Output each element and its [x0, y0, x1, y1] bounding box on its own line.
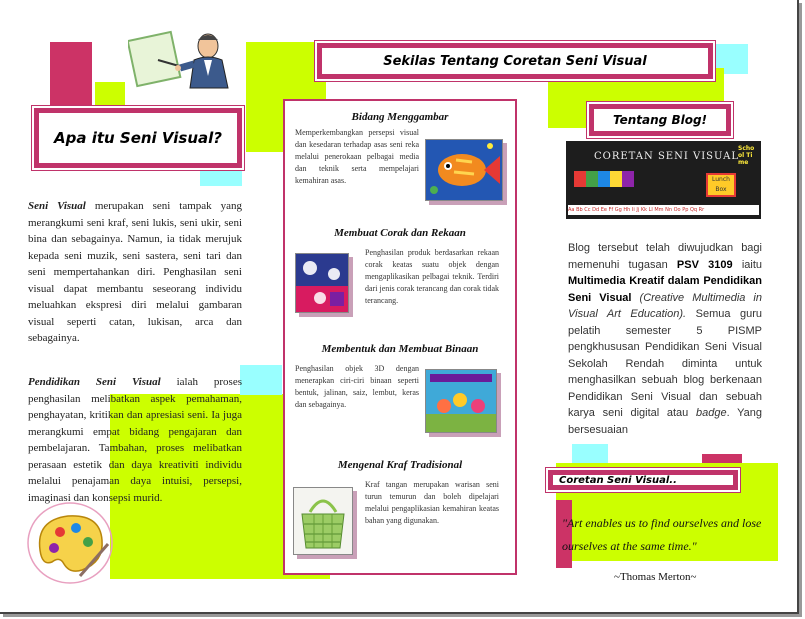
badge-word: badge: [695, 407, 727, 419]
activities-panel: [283, 99, 517, 575]
teacher-clipart: [128, 30, 243, 90]
pattern-fabric-image: [295, 253, 349, 313]
banner-lunch-box: Lunch Box: [706, 173, 736, 197]
left-p2-text: ialah proses penghasilan melibatkan aspek pemahaman, penghayatan, kritikan dan apresiasi seni. Ia juga merangkumi empat bidang pengajaran dan pembelajaran. Tambahan, proses melibatkan perasaan estetik dan daya kreativiti individu melalui penajaman daya intuisi, persepsi, imaginasi dan konsepsi murid.: [28, 376, 243, 504]
deco-cyan-block: [240, 365, 282, 395]
header-title-box: [317, 43, 713, 79]
banner-title: CORETAN SENI VISUAL: [594, 151, 739, 162]
right-title-box: [589, 104, 731, 136]
3d-diorama-image: [425, 369, 497, 433]
blog-text-b: iaitu: [741, 258, 762, 271]
blog-text-a: Blog tersebut telah diwujudkan bagi memenuhi tugasan: [568, 242, 762, 271]
woven-basket-image: [293, 487, 353, 555]
blog-description: [568, 240, 762, 438]
course-name-english: (Creative Multimedia in Visual Art Education).: [568, 291, 762, 320]
left-heading: Apa itu Seni Visual?: [54, 129, 222, 147]
section-heading: Bidang Menggambar: [351, 111, 449, 123]
blog-text-c: Semua guru pelatih semester 5 PISMP pengkhususan Pendidikan Seni Visual Sekolah Rendah diminta untuk menghasilkan sebuah blog berkenaan Pendidikan Seni Visual dan sebuah karya seni digital atau: [568, 308, 762, 419]
quote-heading: Coretan Seni Visual..: [559, 474, 677, 486]
term-seni-visual: Seni Visual: [28, 200, 86, 212]
quote-text: "Art enables us to find ourselves and lose ourselves at the same time.": [562, 516, 762, 553]
course-name: Multimedia Kreatif dalam Pendidikan Seni Visual: [568, 275, 762, 304]
term-pendidikan-seni-visual: Pendidikan Seni Visual: [28, 376, 161, 388]
blog-text-d: . Yang bersesuaian: [568, 407, 762, 436]
left-paragraph-2: [28, 374, 242, 506]
left-paragraph-1: [28, 198, 242, 347]
section-heading: Membentuk dan Membuat Binaan: [321, 343, 479, 355]
fish-mosaic-image: [425, 139, 503, 201]
section-text: Memperkembangkan persepsi visual dan kesedaran terhadap asas seni reka melalui penerokaan pelbagai media dan teknik serta mempelajari kemahiran asas.: [295, 128, 419, 185]
section-text: Penghasilan produk berdasarkan rekaan corak keatas suatu objek dengan mengaplikasikan pelbagai teknik. Terdiri dari jenis corak terancang dan corak tidak terancang.: [365, 248, 499, 305]
right-heading: Tentang Blog!: [612, 113, 708, 127]
banner-alphabet: Aa Bb Cc Dd Ee Ff Gg Hh Ii Jj Kk Ll Mm Nn Oo Pp Qq Rr: [568, 205, 759, 215]
left-title-box: [34, 108, 242, 168]
quote-title-box: [548, 470, 738, 490]
page-title: Sekilas Tentang Coretan Seni Visual: [383, 53, 647, 69]
section-heading: Mengenal Kraf Tradisional: [337, 459, 463, 471]
section-text: Penghasilan objek 3D dengan menerapkan ciri-ciri binaan seperti bentuk, jalinan, saiz, lembut, keras dan sebagainya.: [295, 364, 419, 409]
banner-school-label: School Time: [738, 145, 755, 166]
left-p1-text: merupakan seni tampak yang merangkumi seni kraf, seni lukis, seni ukir, seni bina dan sebagainya. Namun, ia tidak merujuk kepada seni muzik, seni sastera, seni tari dan seni mempertahankan diri. Penghasilan seni visual dapat membantu seseorang individu meluahkan ekspresi diri melalui gambaran visual seperti catan, lukisan, arca dan sebagainya.: [28, 200, 242, 344]
section-heading: Membuat Corak dan Rekaan: [334, 227, 466, 239]
palette-clipart: [24, 500, 116, 586]
section-text: Kraf tangan merupakan warisan seni turun temurun dan boleh dipelajari melalui pengaplikasian kemahiran keatas bahan yang digunakan.: [365, 480, 499, 525]
blog-banner[interactable]: [566, 141, 761, 219]
course-code: PSV 3109: [676, 258, 733, 271]
banner-crayons: [574, 171, 634, 187]
quote-author: ~Thomas Merton~: [614, 571, 697, 583]
